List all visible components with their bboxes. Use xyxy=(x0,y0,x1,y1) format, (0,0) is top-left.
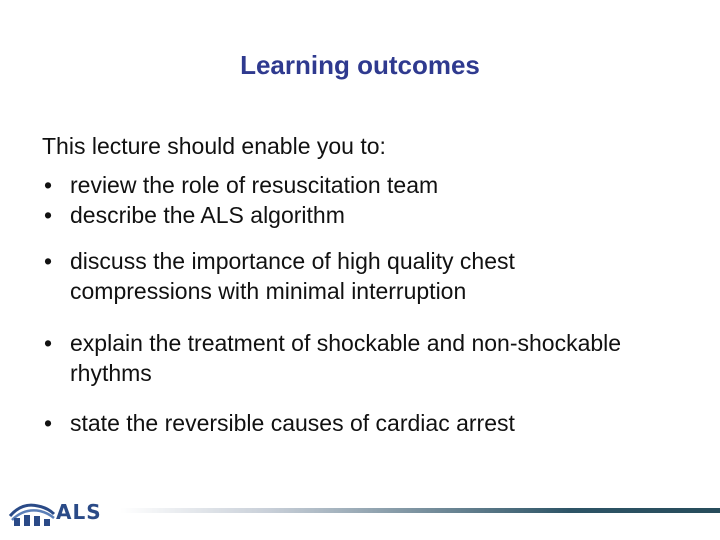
bullet-icon: • xyxy=(44,330,53,356)
resuscitation-council-logo-icon xyxy=(8,500,56,526)
list-item-text: explain the treatment of shockable and non-shockable rhythms xyxy=(70,330,622,386)
slide-footer xyxy=(0,496,720,532)
list-item xyxy=(42,408,662,438)
bullet-icon: • xyxy=(44,248,53,274)
bullet-icon: • xyxy=(44,410,53,436)
slide-title: Learning outcomes xyxy=(240,50,480,80)
list-item xyxy=(42,246,662,306)
list-item-text: describe the ALS algorithm xyxy=(70,202,345,228)
list-item xyxy=(42,328,662,388)
list-item-text: state the reversible causes of cardiac arrest xyxy=(70,410,515,436)
als-logo xyxy=(8,496,118,528)
bullet-icon: • xyxy=(44,202,53,228)
list-item-text: discuss the importance of high quality chest compressions with minimal interruption xyxy=(70,248,515,304)
learning-outcomes-list xyxy=(42,170,662,438)
footer-divider xyxy=(120,508,720,513)
bullet-icon: • xyxy=(44,172,53,198)
logo-text: ALS xyxy=(56,500,102,524)
list-item-text: review the role of resuscitation team xyxy=(70,172,439,198)
list-item xyxy=(42,200,662,230)
intro-text: This lecture should enable you to: xyxy=(42,133,386,159)
list-item xyxy=(42,170,662,200)
